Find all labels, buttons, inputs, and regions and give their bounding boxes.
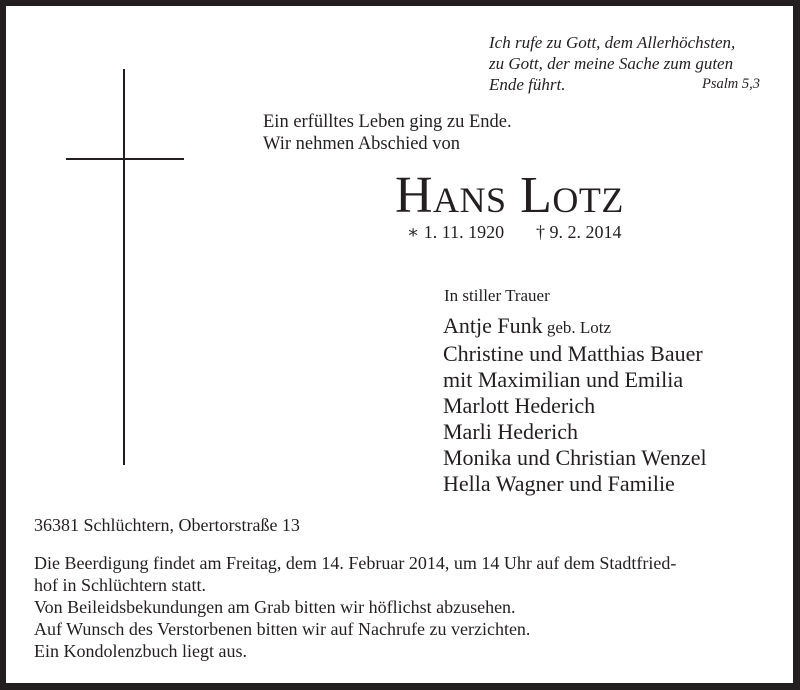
intro-text (263, 111, 512, 155)
mourner-suffix: geb. Lotz (542, 318, 612, 337)
funeral-notice (34, 552, 676, 662)
cross-vertical-bar (123, 69, 125, 465)
mourner-item (443, 445, 707, 471)
mourner-item (443, 471, 707, 497)
quote-line: zu Gott, der meine Sache zum guten (489, 54, 734, 73)
notice-line: Ein Kondolenzbuch liegt aus. (34, 641, 247, 661)
mourner-name: Hella Wagner und Familie (443, 471, 675, 496)
mourner-name: mit Maximilian und Emilia (443, 367, 684, 392)
intro-line: Wir nehmen Abschied von (263, 134, 461, 154)
notice-line: Auf Wunsch des Verstorbenen bitten wir auf Nachrufe zu verzichten. (34, 619, 531, 639)
quote-reference: Psalm 5,3 (702, 76, 760, 92)
birth-date: ∗ 1. 11. 1920 (407, 222, 505, 242)
family-address: 36381 Schlüchtern, Obertorstraße 13 (34, 515, 300, 535)
deceased-name: Hans Lotz (395, 167, 624, 224)
mourner-name: Monika und Christian Wenzel (443, 445, 707, 470)
mourner-item (443, 341, 707, 367)
death-date: † 9. 2. 2014 (536, 222, 622, 242)
mourner-item (443, 367, 707, 393)
mourner-name: Christine und Matthias Bauer (443, 341, 703, 366)
cross-horizontal-bar (66, 158, 184, 160)
bible-quote (489, 32, 735, 95)
quote-line: Ende führt. (489, 75, 566, 94)
mourner-name: Marlott Hederich (443, 393, 596, 418)
mourners-list (443, 313, 707, 497)
intro-line: Ein erfülltes Leben ging zu Ende. (263, 112, 512, 132)
obituary-notice (6, 6, 793, 683)
mourner-name: Marli Hederich (443, 419, 578, 444)
notice-line: hof in Schlüchtern statt. (34, 575, 206, 595)
notice-line: Von Beileidsbekundungen am Grab bitten wir höflichst abzusehen. (34, 597, 516, 617)
mourner-item (443, 313, 707, 341)
mourner-name: Antje Funk (443, 313, 543, 338)
mourner-item (443, 419, 707, 445)
mourner-item (443, 393, 707, 419)
mourning-label: In stiller Trauer (444, 286, 550, 305)
notice-line: Die Beerdigung findet am Freitag, dem 14. Februar 2014, um 14 Uhr auf dem Stadtfried- (34, 553, 677, 573)
quote-line: Ich rufe zu Gott, dem Allerhöchsten, (489, 33, 736, 52)
